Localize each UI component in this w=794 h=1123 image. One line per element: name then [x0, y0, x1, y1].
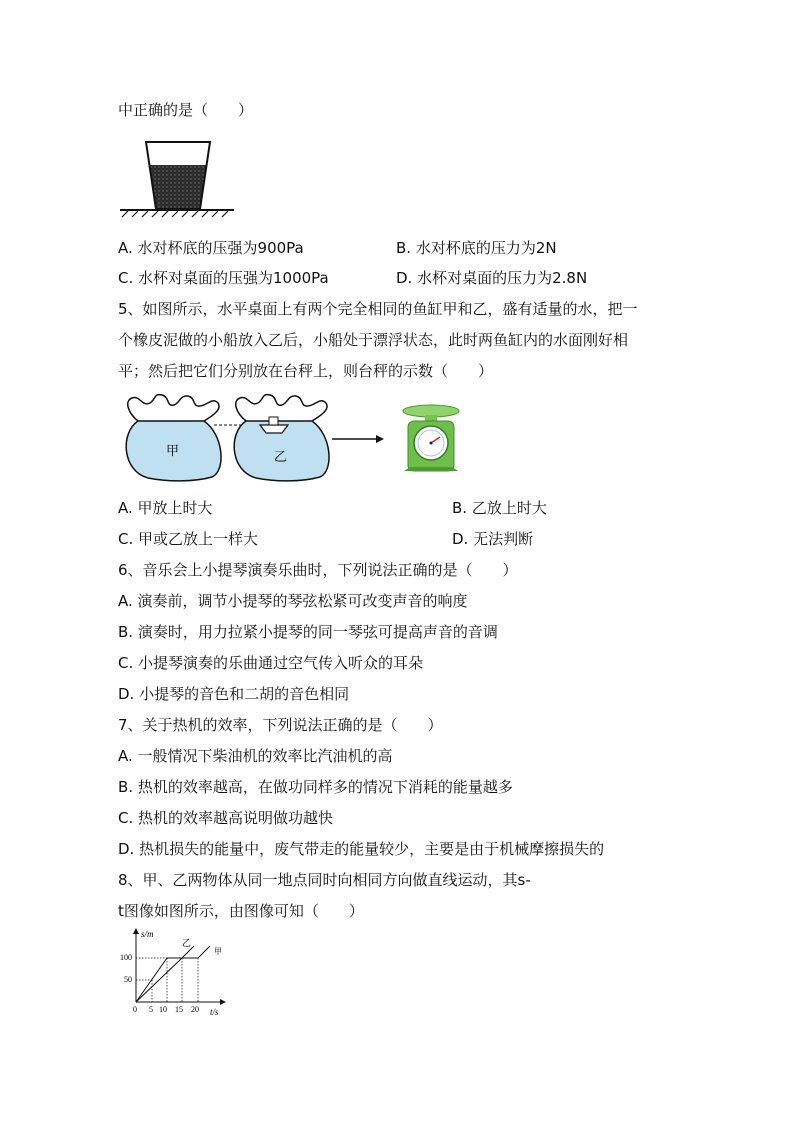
q6-option-b: B. 演奏时，用力拉紧小提琴的同一琴弦可提高声音的音调 — [118, 623, 498, 641]
arrow-icon — [332, 435, 384, 443]
y-tick-100: 100 — [120, 953, 132, 962]
x-tick-0: 0 — [133, 1005, 137, 1014]
x-tick-5: 5 — [149, 1005, 153, 1014]
q4-option-b: B. 水对杯底的压力为2N — [396, 239, 557, 257]
x-tick-15: 15 — [175, 1005, 183, 1014]
fishbowl-yi — [234, 395, 329, 481]
q4-option-a: A. 水对杯底的压强为900Pa — [118, 239, 304, 257]
q5-option-c: C. 甲或乙放上一样大 — [118, 530, 259, 548]
q7-option-d: D. 热机损失的能量中，废气带走的能量较少，主要是由于机械摩擦损失的 — [118, 840, 605, 858]
q6-option-d: D. 小提琴的音色和二胡的音色相同 — [118, 685, 350, 703]
q5-option-b: B. 乙放上时大 — [452, 499, 547, 517]
q5-option-a: A. 甲放上时大 — [118, 499, 213, 517]
q5-option-d: D. 无法判断 — [452, 530, 534, 548]
label-jia: 甲 — [166, 443, 180, 458]
q7-stem: 7、关于热机的效率，下列说法正确的是（ ） — [118, 716, 443, 734]
x-tick-10: 10 — [159, 1005, 167, 1014]
y-tick-50: 50 — [124, 975, 132, 984]
q7-option-c: C. 热机的效率越高说明做功越快 — [118, 809, 334, 827]
x-tick-20: 20 — [191, 1005, 199, 1014]
scale-icon — [403, 405, 459, 471]
series-yi-label: 乙 — [182, 938, 192, 948]
y-axis-label: s/m — [141, 929, 154, 939]
series-yi-line — [136, 946, 194, 1002]
q4-stem-tail: 中正确的是（ ） — [118, 101, 254, 119]
q8-st-graph — [118, 926, 230, 1018]
q8-stem-line1: 8、甲、乙两物体从同一地点同时向相同方向做直线运动，其s- — [118, 871, 531, 889]
x-axis-label: t/s — [210, 1007, 219, 1017]
q5-stem-line1: 5、如图所示，水平桌面上有两个完全相同的鱼缸甲和乙，盛有适量的水，把一 — [118, 300, 638, 318]
q8-stem-line2: t图像如图所示，由图像可知（ ） — [118, 902, 364, 920]
q5-fishbowl-figure — [118, 393, 468, 485]
q5-stem-line3: 平；然后把它们分别放在台秤上，则台秤的示数（ ） — [118, 362, 494, 380]
q7-option-a: A. 一般情况下柴油机的效率比汽油机的高 — [118, 747, 393, 765]
q7-option-b: B. 热机的效率越高，在做功同样多的情况下消耗的能量越多 — [118, 778, 513, 796]
q4-cup-figure — [118, 138, 238, 218]
q6-option-c: C. 小提琴演奏的乐曲通过空气传入听众的耳朵 — [118, 654, 424, 672]
q6-stem: 6、音乐会上小提琴演奏乐曲时，下列说法正确的是（ ） — [118, 561, 518, 579]
q6-option-a: A. 演奏前，调节小提琴的琴弦松紧可改变声音的响度 — [118, 592, 468, 610]
series-jia-label: 甲 — [214, 947, 222, 956]
series-jia-line — [136, 946, 210, 1002]
label-yi: 乙 — [274, 449, 288, 464]
fishbowl-jia — [126, 395, 221, 481]
q5-stem-line2: 个橡皮泥做的小船放入乙后，小船处于漂浮状态，此时两鱼缸内的水面刚好相 — [118, 331, 629, 349]
q4-option-d: D. 水杯对桌面的压力为2.8N — [396, 269, 588, 287]
q4-option-c: C. 水杯对桌面的压强为1000Pa — [118, 269, 329, 287]
